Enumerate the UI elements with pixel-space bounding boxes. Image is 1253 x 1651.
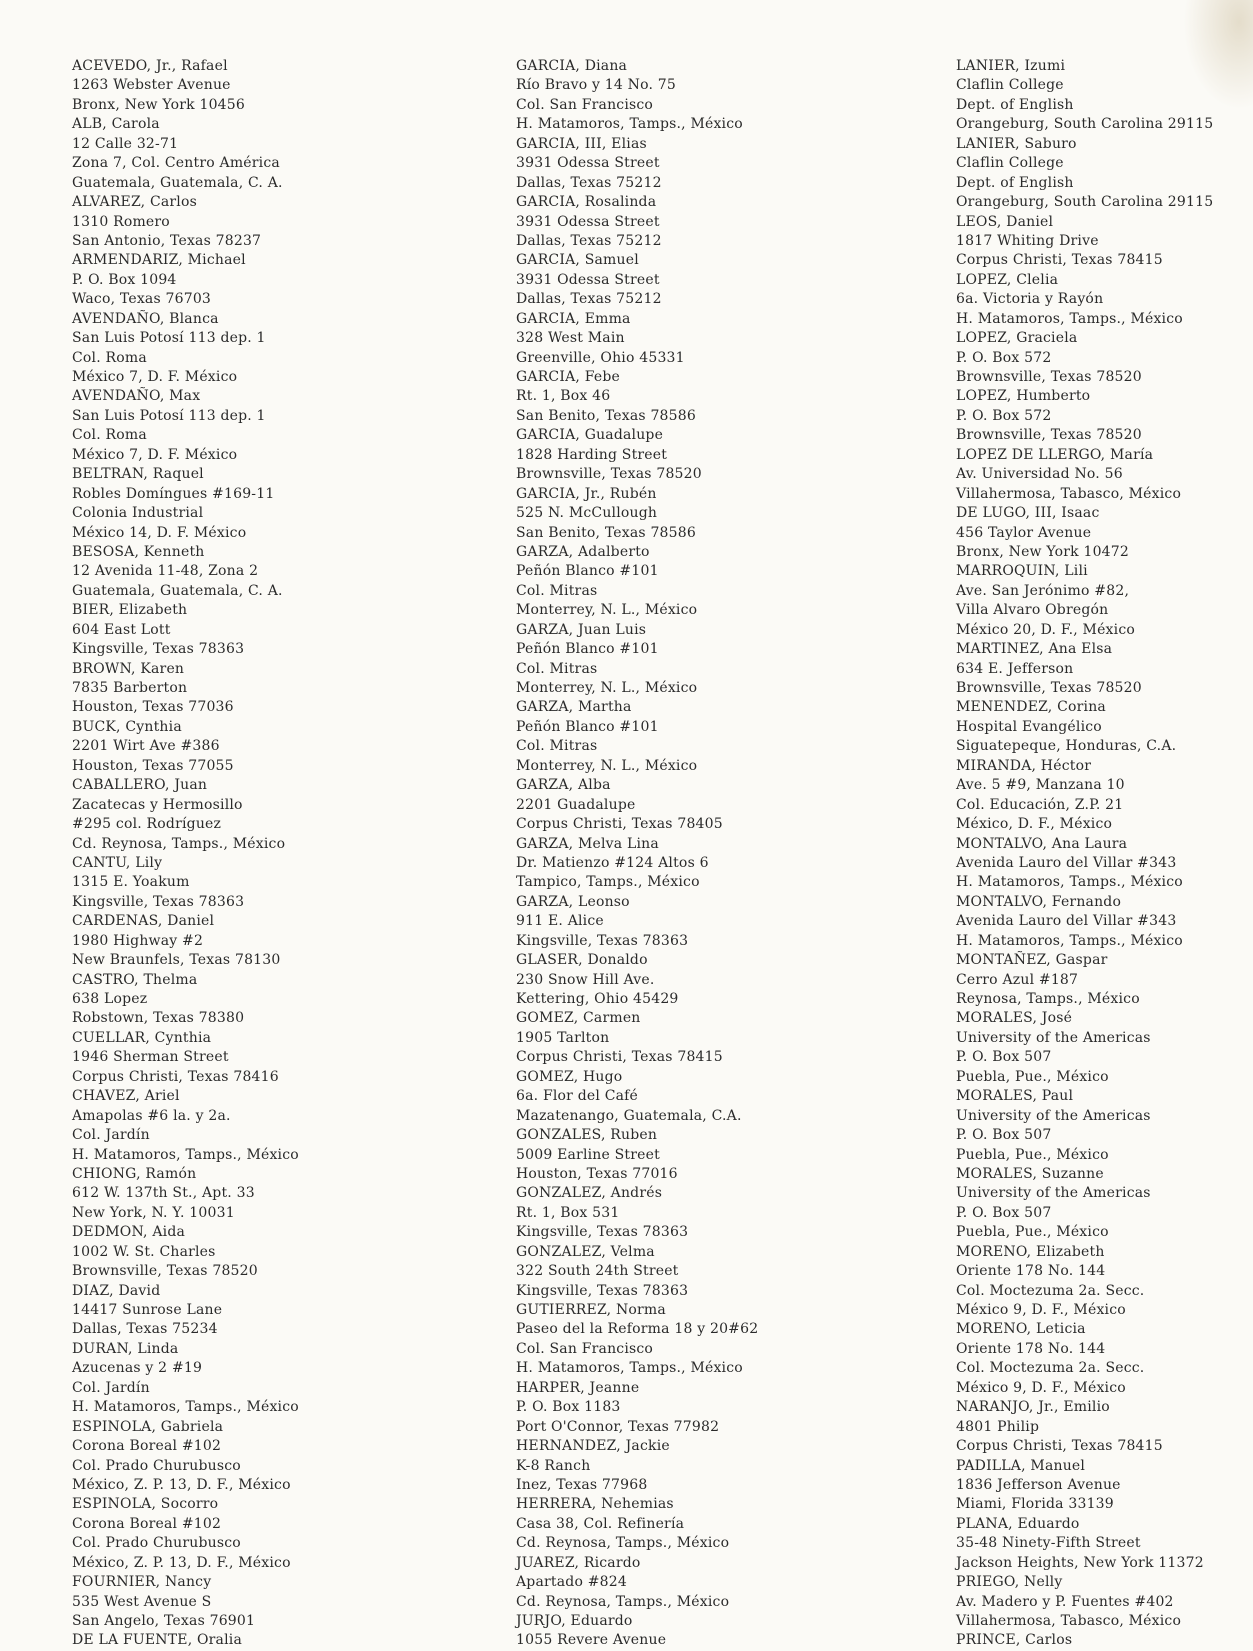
address-line: 12 Calle 32-71 <box>72 135 179 152</box>
address-line: Dr. Matienzo #124 Altos 6 <box>516 854 709 871</box>
address-line: 1980 Highway #2 <box>72 932 204 949</box>
address-line: Oriente 178 No. 144 <box>956 1263 1106 1280</box>
address-line: Kettering, Ohio 45429 <box>516 991 679 1007</box>
address-line: San Luis Potosí 113 dep. 1 <box>72 330 266 347</box>
address-line: 3931 Odessa Street <box>516 155 660 172</box>
address-line: GARCIA, III, Elias <box>516 135 647 152</box>
address-line: MORENO, Elizabeth <box>956 1243 1105 1260</box>
address-line: New York, N. Y. 10031 <box>72 1204 235 1221</box>
address-line: Zona 7, Col. Centro América <box>72 155 280 172</box>
address-line: Kingsville, Texas 78363 <box>72 641 245 658</box>
address-line: GONZALEZ, Andrés <box>516 1185 663 1202</box>
address-line: Kingsville, Texas 78363 <box>516 1224 689 1241</box>
address-line: Col. Roma <box>72 427 147 444</box>
address-line: Miami, Florida 33139 <box>956 1496 1114 1513</box>
address-line: Waco, Texas 76703 <box>72 291 212 308</box>
address-line: Corpus Christi, Texas 78415 <box>516 1049 723 1066</box>
address-line: BUCK, Cynthia <box>72 718 182 735</box>
address-line: GUTIERREZ, Norma <box>516 1302 666 1318</box>
address-line: ALB, Carola <box>72 116 160 133</box>
address-line: Amapolas #6 la. y 2a. <box>72 1107 231 1124</box>
address-line: BESOSA, Kenneth <box>72 543 205 560</box>
address-line: Monterrey, N. L., México <box>516 602 698 619</box>
address-line: K-8 Ranch <box>516 1457 591 1474</box>
address-line: Houston, Texas 77036 <box>72 699 234 716</box>
address-line: H. Matamoros, Tamps., México <box>72 1399 299 1416</box>
address-line: Cerro Azul #187 <box>956 971 1079 988</box>
address-line: ACEVEDO, Jr., Rafael <box>72 58 228 74</box>
address-line: FOURNIER, Nancy <box>72 1574 212 1591</box>
address-line: 1310 Romero <box>72 213 170 230</box>
address-line: 1817 Whiting Drive <box>956 232 1099 249</box>
address-line: MONTALVO, Fernando <box>956 893 1122 910</box>
address-line: GARZA, Martha <box>516 699 632 716</box>
address-line: 12 Avenida 11-48, Zona 2 <box>72 563 259 580</box>
address-line: Col. Moctezuma 2a. Secc. <box>956 1360 1145 1377</box>
address-line: Paseo del la Reforma 18 y 20#62 <box>516 1321 759 1338</box>
address-line: San Angelo, Texas 76901 <box>72 1613 256 1629</box>
address-line: 35-48 Ninety-Fifth Street <box>956 1535 1141 1552</box>
address-line: 2201 Guadalupe <box>516 796 636 813</box>
address-line: Col. San Francisco <box>516 96 654 113</box>
address-line: 612 W. 137th St., Apt. 33 <box>72 1185 255 1202</box>
address-line: México, Z. P. 13, D. F., México <box>72 1554 291 1571</box>
address-line: LOPEZ, Humberto <box>956 388 1091 405</box>
address-line: México, Z. P. 13, D. F., México <box>72 1476 291 1493</box>
address-line: Dept. of English <box>956 174 1074 191</box>
address-line: JURJO, Eduardo <box>516 1613 633 1629</box>
address-line: GOMEZ, Carmen <box>516 1010 641 1027</box>
address-line: GARZA, Leonso <box>516 893 630 910</box>
address-line: HARPER, Jeanne <box>516 1379 640 1396</box>
address-line: Dallas, Texas 75212 <box>516 291 662 308</box>
address-line: JUAREZ, Ricardo <box>516 1554 641 1571</box>
address-line: 7835 Barberton <box>72 680 188 696</box>
address-line: CARDENAS, Daniel <box>72 913 215 930</box>
address-line: Port O'Connor, Texas 77982 <box>516 1418 720 1435</box>
address-line: 3931 Odessa Street <box>516 213 660 230</box>
address-line: San Benito, Texas 78586 <box>516 524 696 541</box>
address-line: Houston, Texas 77016 <box>516 1165 678 1182</box>
address-line: 911 E. Alice <box>516 913 604 930</box>
address-line: 1836 Jefferson Avenue <box>956 1476 1121 1493</box>
address-line: GARCIA, Emma <box>516 310 631 327</box>
address-line: Robstown, Texas 78380 <box>72 1010 245 1027</box>
address-line: CHAVEZ, Ariel <box>72 1088 180 1105</box>
address-line: 1905 Tarlton <box>516 1029 610 1046</box>
address-line: DEDMON, Aida <box>72 1224 186 1241</box>
address-line: Dallas, Texas 75212 <box>516 232 662 249</box>
address-line: LOPEZ, Graciela <box>956 330 1078 347</box>
address-line: Brownsville, Texas 78520 <box>956 680 1142 696</box>
address-line: DIAZ, David <box>72 1282 161 1299</box>
address-line: Dept. of English <box>956 96 1074 113</box>
address-line: Cd. Reynosa, Tamps., México <box>72 835 286 852</box>
address-line: AVENDAÑO, Max <box>72 388 201 405</box>
address-line: Brownsville, Texas 78520 <box>516 466 702 483</box>
address-line: New Braunfels, Texas 78130 <box>72 952 281 969</box>
address-line: GARZA, Adalberto <box>516 543 650 560</box>
address-line: Casa 38, Col. Refinería <box>516 1515 685 1532</box>
address-line: AVENDAÑO, Blanca <box>72 310 219 327</box>
address-line: P. O. Box 572 <box>956 349 1052 366</box>
address-line: Bronx, New York 10472 <box>956 543 1130 560</box>
address-line: MONTAÑEZ, Gaspar <box>956 952 1108 969</box>
address-line: Col. Educación, Z.P. 21 <box>956 796 1124 813</box>
address-line: MIRANDA, Héctor <box>956 757 1092 774</box>
address-line: Avenida Lauro del Villar #343 <box>956 854 1177 871</box>
address-line: 604 East Lott <box>72 621 171 638</box>
address-line: DURAN, Linda <box>72 1340 179 1357</box>
address-line: University of the Americas <box>956 1185 1151 1202</box>
address-line: Col. Mitras <box>516 582 598 599</box>
address-line: GARCIA, Febe <box>516 369 620 385</box>
address-line: DE LA FUENTE, Oralia <box>72 1632 243 1649</box>
address-line: Guatemala, Guatemala, C. A. <box>72 174 283 191</box>
address-line: 3931 Odessa Street <box>516 271 660 288</box>
address-line: México, D. F., México <box>956 816 1113 833</box>
address-line: Reynosa, Tamps., México <box>956 991 1140 1007</box>
address-line: Brownsville, Texas 78520 <box>956 427 1142 444</box>
address-line: Ave. 5 #9, Manzana 10 <box>956 777 1125 794</box>
address-line: HERNANDEZ, Jackie <box>516 1438 670 1455</box>
address-line: #295 col. Rodríguez <box>72 816 222 833</box>
address-line: CHIONG, Ramón <box>72 1165 197 1182</box>
address-line: Puebla, Pue., México <box>956 1224 1109 1241</box>
address-line: Robles Domíngues #169-11 <box>72 485 275 502</box>
address-line: 2201 Wirt Ave #386 <box>72 738 220 755</box>
address-line: Puebla, Pue., México <box>956 1146 1109 1163</box>
address-line: Villahermosa, Tabasco, México <box>956 1613 1182 1629</box>
address-line: 14417 Sunrose Lane <box>72 1302 223 1318</box>
address-line: P. O. Box 507 <box>956 1127 1052 1144</box>
address-line: Kingsville, Texas 78363 <box>72 893 245 910</box>
address-line: Monterrey, N. L., México <box>516 757 698 774</box>
address-line: H. Matamoros, Tamps., México <box>516 1360 743 1377</box>
address-line: Col. Prado Churubusco <box>72 1535 241 1552</box>
address-line: 525 N. McCullough <box>516 505 658 522</box>
address-line: 6a. Flor del Café <box>516 1088 639 1105</box>
address-line: GOMEZ, Hugo <box>516 1068 623 1085</box>
address-line: 456 Taylor Avenue <box>956 524 1092 541</box>
address-line: Siguatepeque, Honduras, C.A. <box>956 738 1177 755</box>
address-line: Col. San Francisco <box>516 1340 654 1357</box>
address-line: H. Matamoros, Tamps., México <box>72 1146 299 1163</box>
address-line: PRIEGO, Nelly <box>956 1574 1063 1591</box>
address-line: Corpus Christi, Texas 78415 <box>956 1438 1163 1455</box>
address-line: Corpus Christi, Texas 78416 <box>72 1068 279 1085</box>
address-line: BELTRAN, Raquel <box>72 466 204 483</box>
address-line: LOPEZ, Clelia <box>956 271 1059 288</box>
address-line: Cd. Reynosa, Tamps., México <box>516 1535 730 1552</box>
address-line: MARROQUIN, Lili <box>956 563 1088 580</box>
address-line: P. O. Box 507 <box>956 1204 1052 1221</box>
address-line: Claflin College <box>956 155 1064 172</box>
address-line: Jackson Heights, New York 11372 <box>956 1554 1204 1571</box>
address-line: Col. Jardín <box>72 1379 150 1396</box>
address-line: 1263 Webster Avenue <box>72 77 231 94</box>
address-line: MARTINEZ, Ana Elsa <box>956 641 1113 658</box>
address-line: 1055 Revere Avenue <box>516 1632 667 1649</box>
address-line: México 20, D. F., México <box>956 621 1136 638</box>
address-line: 1315 E. Yoakum <box>72 874 190 891</box>
address-line: Col. Prado Churubusco <box>72 1457 241 1474</box>
address-line: San Benito, Texas 78586 <box>516 407 696 424</box>
address-line: University of the Americas <box>956 1107 1151 1124</box>
address-line: México 7, D. F. México <box>72 369 238 385</box>
address-line: CASTRO, Thelma <box>72 971 198 988</box>
address-line: 1002 W. St. Charles <box>72 1243 216 1260</box>
address-line: Orangeburg, South Carolina 29115 <box>956 116 1214 133</box>
address-line: Oriente 178 No. 144 <box>956 1340 1106 1357</box>
address-line: GONZALES, Ruben <box>516 1127 658 1144</box>
address-line: GARZA, Juan Luis <box>516 621 647 638</box>
address-line: San Luis Potosí 113 dep. 1 <box>72 407 266 424</box>
address-line: Tampico, Tamps., México <box>516 874 700 891</box>
address-line: Rt. 1, Box 46 <box>516 388 611 405</box>
address-line: GARCIA, Diana <box>516 58 628 74</box>
address-line: P. O. Box 507 <box>956 1049 1052 1066</box>
address-line: Col. Moctezuma 2a. Secc. <box>956 1282 1145 1299</box>
address-line: HERRERA, Nehemias <box>516 1496 674 1513</box>
address-line: Rt. 1, Box 531 <box>516 1204 620 1221</box>
address-line: LEOS, Daniel <box>956 213 1054 230</box>
address-column-2 <box>516 57 758 1651</box>
address-line: México 14, D. F. México <box>72 524 247 541</box>
address-line: 1828 Harding Street <box>516 446 668 463</box>
address-line: 328 West Main <box>516 330 625 347</box>
address-line: Monterrey, N. L., México <box>516 680 698 696</box>
address-line: GARCIA, Jr., Rubén <box>516 485 657 502</box>
address-line: Puebla, Pue., México <box>956 1068 1109 1085</box>
address-line: Orangeburg, South Carolina 29115 <box>956 194 1214 211</box>
address-line: 634 E. Jefferson <box>956 660 1074 677</box>
address-line: Avenida Lauro del Villar #343 <box>956 913 1177 930</box>
address-line: Zacatecas y Hermosillo <box>72 796 243 813</box>
address-line: Brownsville, Texas 78520 <box>72 1263 258 1280</box>
address-line: P. O. Box 1183 <box>516 1399 621 1416</box>
address-line: Av. Universidad No. 56 <box>956 466 1123 483</box>
address-line: MORALES, Suzanne <box>956 1165 1104 1182</box>
address-line: México 9, D. F., México <box>956 1379 1126 1396</box>
address-line: Corpus Christi, Texas 78415 <box>956 252 1163 269</box>
address-line: GONZALEZ, Velma <box>516 1243 655 1260</box>
address-line: 1946 Sherman Street <box>72 1049 229 1066</box>
address-line: 230 Snow Hill Ave. <box>516 971 655 988</box>
address-line: NARANJO, Jr., Emilio <box>956 1399 1110 1416</box>
address-line: CUELLAR, Cynthia <box>72 1029 212 1046</box>
address-line: P. O. Box 572 <box>956 407 1052 424</box>
address-line: Col. Mitras <box>516 660 598 677</box>
address-line: 6a. Victoria y Rayón <box>956 291 1104 308</box>
address-line: Av. Madero y P. Fuentes #402 <box>956 1593 1174 1610</box>
address-line: Dallas, Texas 75212 <box>516 174 662 191</box>
address-line: San Antonio, Texas 78237 <box>72 232 262 249</box>
address-line: Peñón Blanco #101 <box>516 718 659 735</box>
address-line: Corpus Christi, Texas 78405 <box>516 816 723 833</box>
address-line: Peñón Blanco #101 <box>516 641 659 658</box>
address-column-1 <box>72 57 299 1651</box>
address-line: Dallas, Texas 75234 <box>72 1321 218 1338</box>
address-line: ALVAREZ, Carlos <box>72 194 198 211</box>
address-line: H. Matamoros, Tamps., México <box>516 116 743 133</box>
address-line: Kingsville, Texas 78363 <box>516 932 689 949</box>
address-line: Brownsville, Texas 78520 <box>956 369 1142 385</box>
address-line: GARCIA, Samuel <box>516 252 639 269</box>
address-line: Claflin College <box>956 77 1064 94</box>
address-line: Peñón Blanco #101 <box>516 563 659 580</box>
address-line: MENENDEZ, Corina <box>956 699 1106 716</box>
address-line: Mazatenango, Guatemala, C.A. <box>516 1107 742 1124</box>
address-line: University of the Americas <box>956 1029 1151 1046</box>
address-line: Villa Alvaro Obregón <box>956 602 1109 619</box>
address-line: GARZA, Alba <box>516 777 611 794</box>
address-line: H. Matamoros, Tamps., México <box>956 310 1183 327</box>
address-line: LANIER, Izumi <box>956 58 1066 74</box>
address-line: H. Matamoros, Tamps., México <box>956 932 1183 949</box>
address-line: P. O. Box 1094 <box>72 271 177 288</box>
address-line: LOPEZ DE LLERGO, María <box>956 446 1154 463</box>
address-line: Bronx, New York 10456 <box>72 96 246 113</box>
address-line: Corona Boreal #102 <box>72 1438 222 1455</box>
address-line: LANIER, Saburo <box>956 135 1077 152</box>
address-line: Greenville, Ohio 45331 <box>516 349 685 366</box>
address-line: Col. Roma <box>72 349 147 366</box>
address-line: Cd. Reynosa, Tamps., México <box>516 1593 730 1610</box>
address-line: Villahermosa, Tabasco, México <box>956 485 1182 502</box>
address-line: Ave. San Jerónimo #82, <box>956 582 1130 599</box>
address-line: GARCIA, Rosalinda <box>516 194 657 211</box>
address-line: 638 Lopez <box>72 991 148 1007</box>
address-line: PRINCE, Carlos <box>956 1632 1073 1649</box>
address-line: Hospital Evangélico <box>956 718 1102 735</box>
address-line: CABALLERO, Juan <box>72 777 208 794</box>
address-line: BIER, Elizabeth <box>72 602 188 619</box>
address-line: Colonia Industrial <box>72 505 204 522</box>
address-line: GARZA, Melva Lina <box>516 835 659 852</box>
address-line: GLASER, Donaldo <box>516 952 648 969</box>
address-line: ESPINOLA, Gabriela <box>72 1418 224 1435</box>
address-line: 322 South 24th Street <box>516 1263 679 1280</box>
address-line: MORALES, José <box>956 1010 1073 1027</box>
address-line: H. Matamoros, Tamps., México <box>956 874 1183 891</box>
address-line: 4801 Philip <box>956 1418 1040 1435</box>
address-line: Guatemala, Guatemala, C. A. <box>72 582 283 599</box>
address-line: MORALES, Paul <box>956 1088 1074 1105</box>
address-line: Río Bravo y 14 No. 75 <box>516 77 676 94</box>
address-line: Azucenas y 2 #19 <box>72 1360 203 1377</box>
address-line: Apartado #824 <box>516 1574 627 1591</box>
address-line: Kingsville, Texas 78363 <box>516 1282 689 1299</box>
address-line: 5009 Earline Street <box>516 1146 660 1163</box>
address-line: México 7, D. F. México <box>72 446 238 463</box>
address-line: MONTALVO, Ana Laura <box>956 835 1128 852</box>
address-line: PADILLA, Manuel <box>956 1457 1086 1474</box>
address-line: Houston, Texas 77055 <box>72 757 234 774</box>
address-line: ARMENDARIZ, Michael <box>72 252 246 269</box>
address-line: ESPINOLA, Socorro <box>72 1496 219 1513</box>
address-line: BROWN, Karen <box>72 660 185 677</box>
address-line: DE LUGO, III, Isaac <box>956 505 1100 522</box>
address-line: Inez, Texas 77968 <box>516 1476 648 1493</box>
address-line: México 9, D. F., México <box>956 1302 1126 1318</box>
address-line: PLANA, Eduardo <box>956 1515 1080 1532</box>
address-line: 535 West Avenue S <box>72 1593 212 1610</box>
address-line: MORENO, Leticia <box>956 1321 1086 1338</box>
address-line: Corona Boreal #102 <box>72 1515 222 1532</box>
address-line: GARCIA, Guadalupe <box>516 427 664 444</box>
address-line: Col. Jardín <box>72 1127 150 1144</box>
address-line: Col. Mitras <box>516 738 598 755</box>
address-line: CANTU, Lily <box>72 854 163 871</box>
address-column-3 <box>956 57 1213 1651</box>
